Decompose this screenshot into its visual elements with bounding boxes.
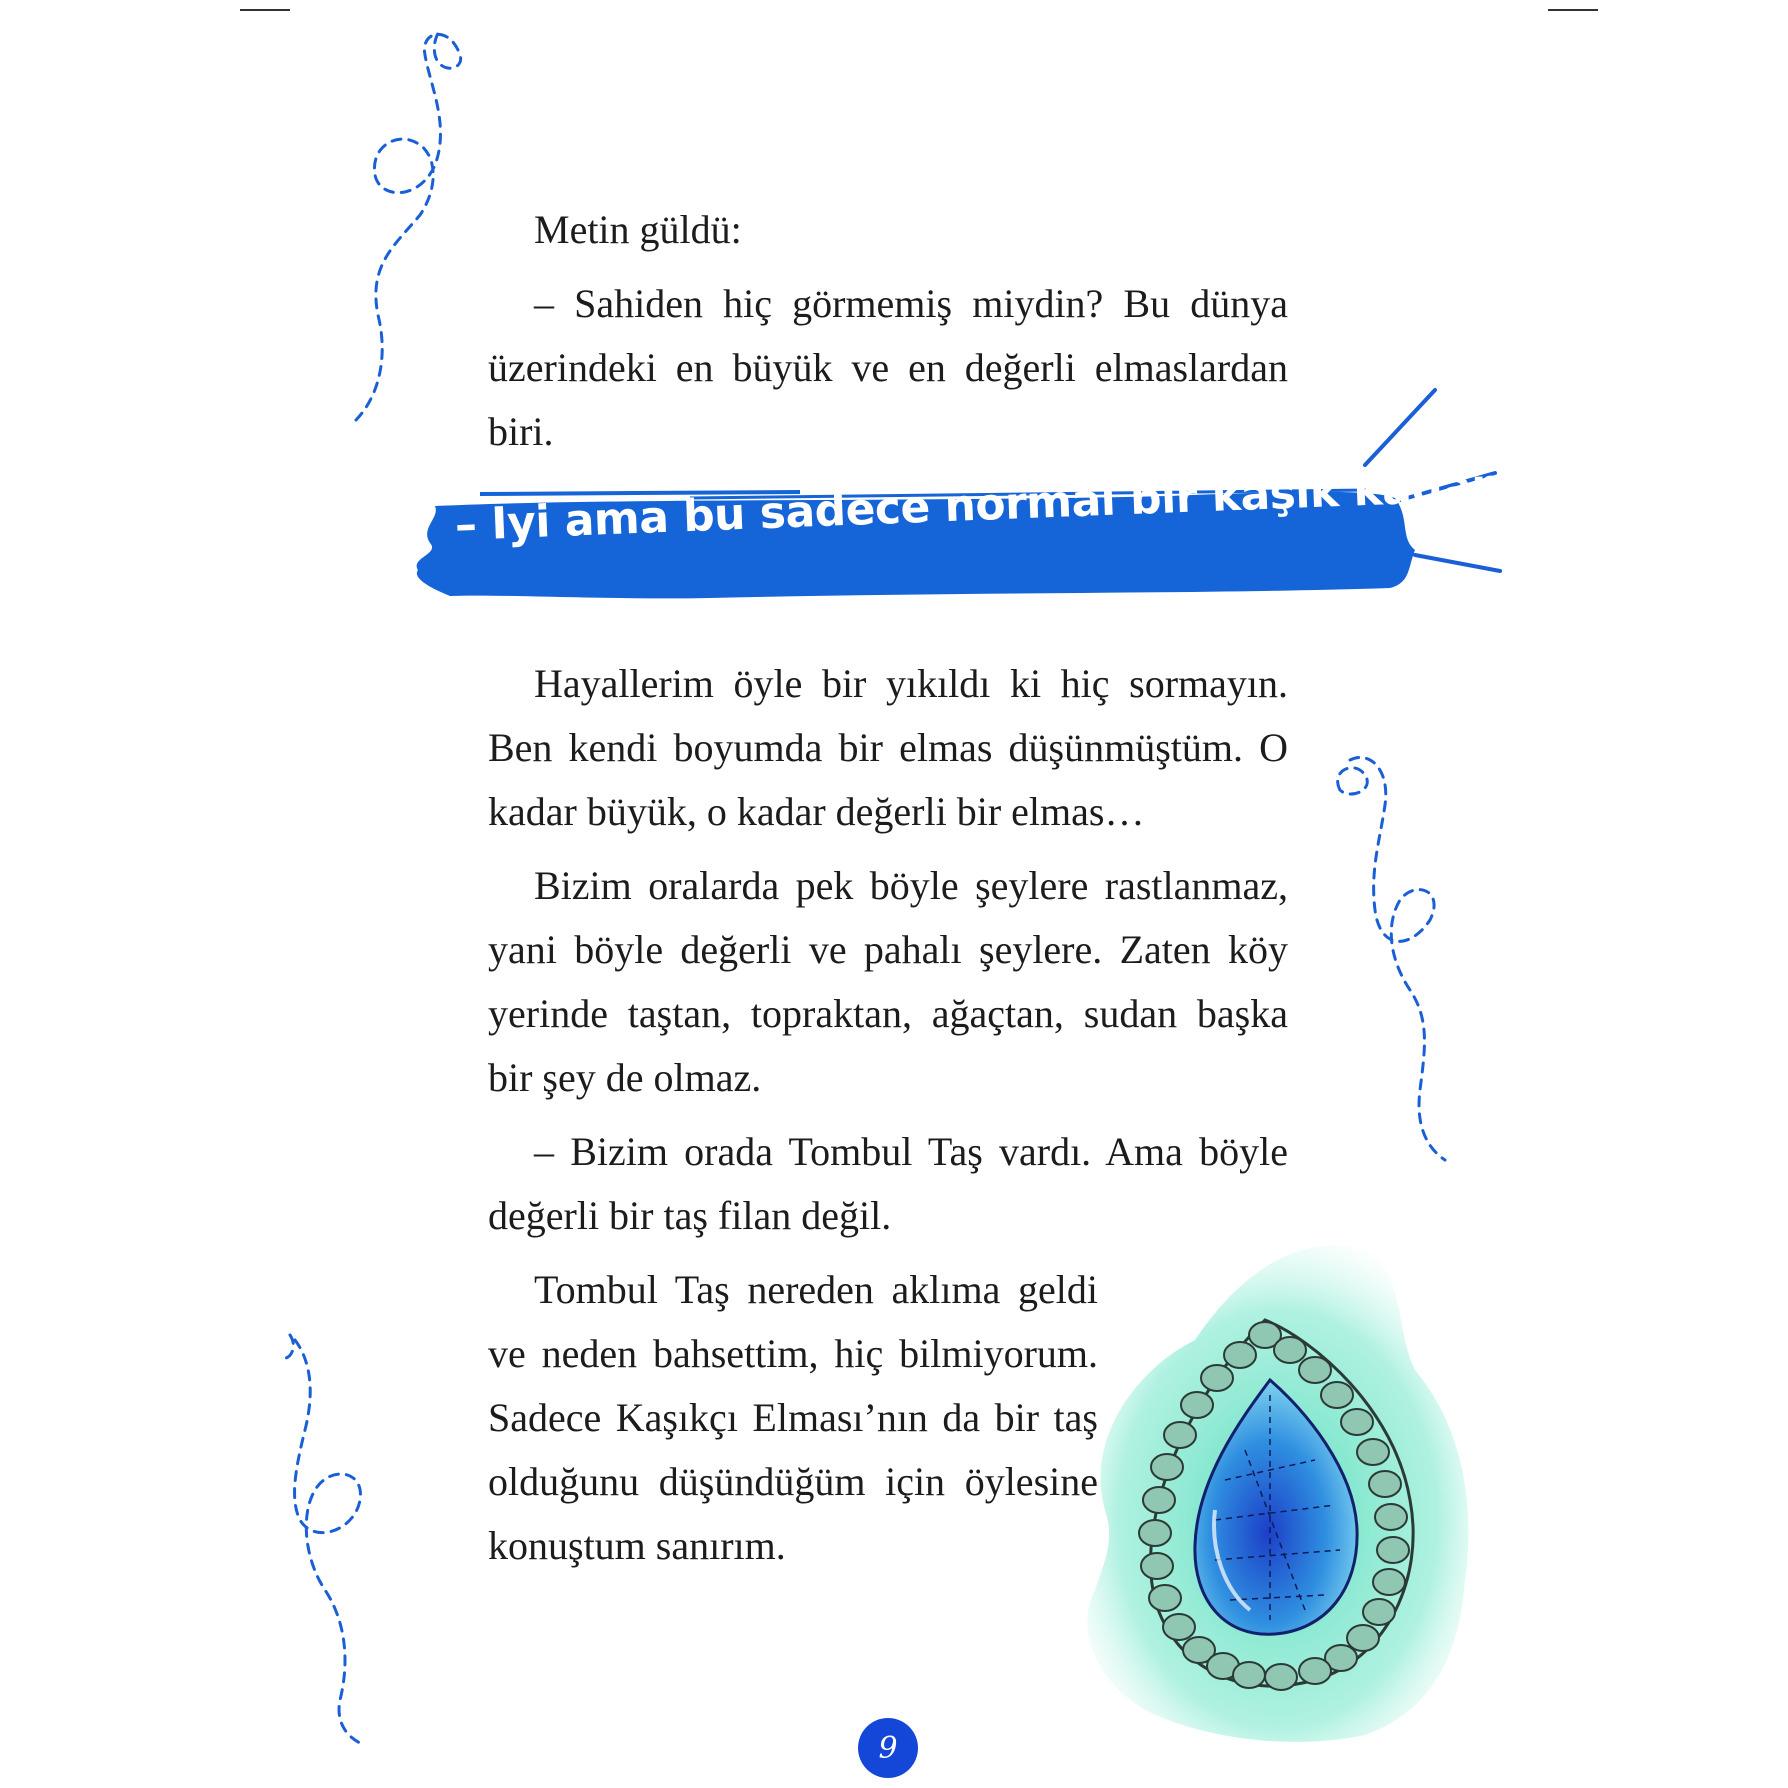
crop-mark-left (240, 9, 290, 11)
dashed-swirl-top-left-icon (340, 15, 490, 435)
banner-dialogue-text: – İyi ama bu sadece normal bir kaşık kadar… (454, 458, 1538, 551)
paragraph-1: Metin güldü: (534, 207, 742, 252)
diamond-illustration-icon (1065, 1210, 1485, 1750)
crop-mark-right (1548, 9, 1598, 11)
paragraph-6: Tombul Taş nereden aklıma geldi ve neden bahsettim, hiç bilmiyorum. Sadece Kaşıkçı Elması’nın da bir taş olduğunu düşündüğüm için öylesine konuştum sanırım. (488, 1267, 1098, 1568)
page-number-badge: 9 (858, 1718, 918, 1778)
dashed-swirl-bottom-left-icon (280, 1330, 390, 1750)
dashed-swirl-right-icon (1330, 750, 1450, 1170)
text-block-top (488, 198, 1288, 464)
paragraph-2: – Sahiden hiç görmemiş miydin? Bu dünya üzerindeki en büyük ve en değerli elmaslardan biri. (488, 281, 1288, 454)
paragraph-4: Bizim oralarda pek böyle şeylere rastlanmaz, yani böyle değerli ve pahalı şeylere. Zaten köy yerinde taştan, topraktan, ağaçtan, sudan başka bir şey de olmaz. (488, 863, 1288, 1100)
paragraph-3: Hayallerim öyle bir yıkıldı ki hiç sormayın. Ben kendi boyumda bir elmas düşünmüştüm. O kadar büyük, o kadar değerli bir elmas… (488, 661, 1288, 834)
paragraph-5: – Bizim orada Tombul Taş vardı. Ama böyle değerli bir taş filan değil. (488, 1129, 1288, 1238)
